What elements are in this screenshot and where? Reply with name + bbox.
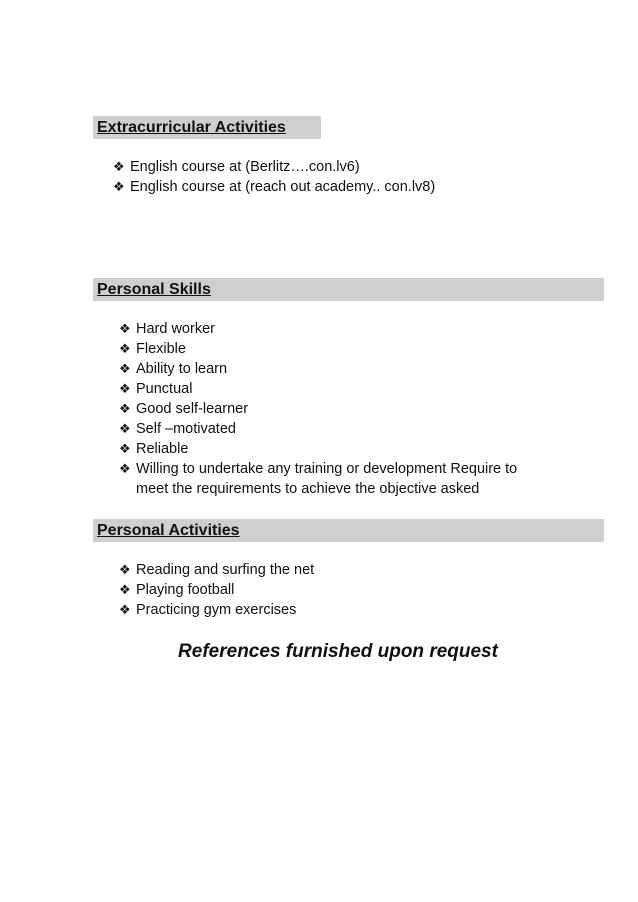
four-diamond-bullet-icon: ❖	[113, 159, 125, 174]
four-diamond-bullet-icon: ❖	[119, 381, 131, 396]
section-title-personal-activities: Personal Activities	[97, 521, 240, 539]
four-diamond-bullet-icon: ❖	[119, 321, 131, 336]
list-item: ❖ Good self-learner	[119, 401, 249, 417]
four-diamond-bullet-icon: ❖	[119, 361, 131, 376]
list-item: ❖ Practicing gym exercises	[119, 602, 297, 618]
four-diamond-bullet-icon: ❖	[119, 441, 131, 456]
four-diamond-bullet-icon: ❖	[119, 421, 131, 436]
section-title-extracurricular: Extracurricular Activities	[97, 118, 286, 136]
list-item: ❖ Flexible	[119, 341, 186, 357]
personal-skills-list	[119, 319, 549, 499]
list-item: ❖ Ability to learn	[119, 361, 228, 377]
four-diamond-bullet-icon: ❖	[119, 401, 131, 416]
list-item: ❖ Self –motivated	[119, 421, 236, 437]
four-diamond-bullet-icon: ❖	[119, 562, 131, 577]
four-diamond-bullet-icon: ❖	[119, 461, 131, 476]
section-header-personal-activities	[93, 519, 604, 542]
section-title-personal-skills: Personal Skills	[97, 280, 211, 298]
list-item: ❖ Hard worker	[119, 321, 215, 337]
list-item: ❖ Punctual	[119, 381, 193, 397]
extracurricular-list	[113, 157, 533, 197]
list-item: ❖ Reading and surfing the net	[119, 562, 315, 578]
list-item: ❖ English course at (reach out academy.. con.lv8)	[113, 179, 436, 195]
list-item: ❖ Reliable	[119, 441, 189, 457]
four-diamond-bullet-icon: ❖	[119, 582, 131, 597]
references-statement: References furnished upon request	[178, 641, 498, 662]
list-item: ❖ Playing football	[119, 582, 235, 598]
list-item: ❖ English course at (Berlitz….con.lv6)	[113, 159, 360, 175]
four-diamond-bullet-icon: ❖	[119, 341, 131, 356]
list-item: ❖ Willing to undertake any training or development Require to meet the requirements to achieve the objective asked	[119, 461, 518, 497]
section-header-personal-skills	[93, 278, 604, 301]
four-diamond-bullet-icon: ❖	[119, 602, 131, 617]
section-header-extracurricular	[93, 116, 321, 139]
personal-activities-list	[119, 560, 549, 620]
four-diamond-bullet-icon: ❖	[113, 179, 125, 194]
